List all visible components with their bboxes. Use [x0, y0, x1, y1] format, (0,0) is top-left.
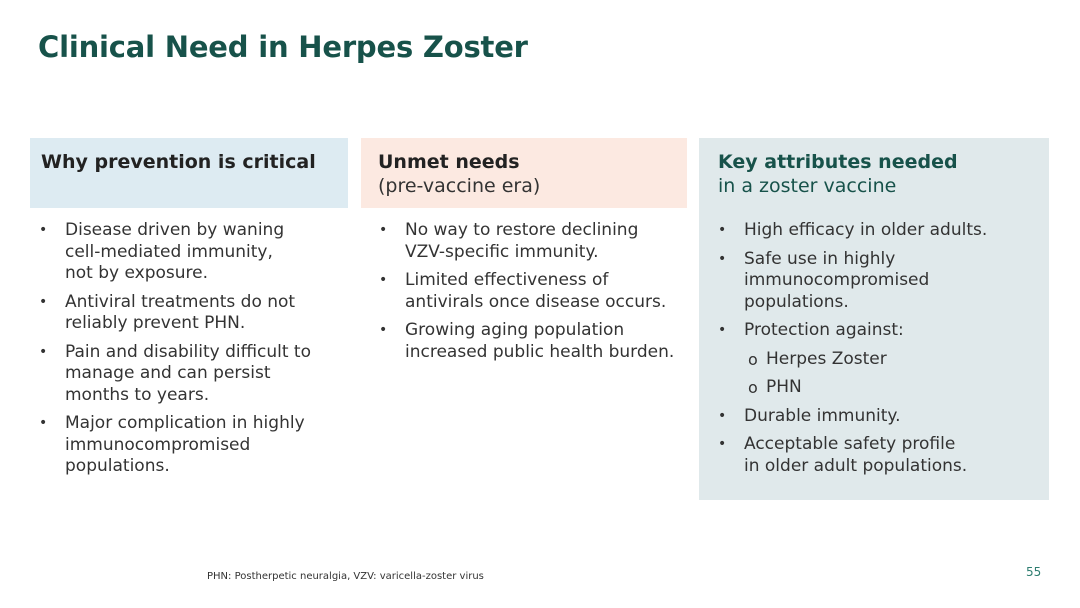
list-item-line: populations. — [65, 456, 170, 476]
list-item-line: reliably prevent PHN. — [65, 313, 246, 333]
list-item-line: • Pain and disability difficult to — [65, 341, 312, 362]
list-item — [39, 342, 344, 407]
page-number: 55 — [1026, 565, 1042, 579]
list-item-line: • Limited effectiveness of — [405, 270, 609, 290]
column-header-key-attributes — [699, 138, 1049, 208]
sub-list-item — [718, 349, 1043, 371]
list-item — [718, 406, 1043, 428]
list-item — [718, 220, 1043, 242]
list-item-line: cell-mediated immunity, — [65, 241, 273, 262]
list-item-line: • High efficacy in older adults. — [744, 220, 988, 240]
list-item-line: VZV-specific immunity. — [405, 241, 599, 262]
list-item — [39, 292, 344, 335]
list-item-line: populations. — [744, 291, 849, 312]
list-item-line: manage and can persist — [65, 363, 271, 383]
column-header-why-prevention — [30, 138, 348, 208]
column-header-subtitle: in a zoster vaccine — [718, 175, 897, 197]
list-item — [379, 320, 689, 363]
list-item-line: • Protection against: — [744, 320, 904, 340]
list-item-line: o Herpes Zoster — [766, 348, 887, 369]
list-item-line: months to years. — [65, 384, 210, 405]
list-item-line: • Acceptable safety profile — [744, 434, 956, 454]
list-item-line: not by exposure. — [65, 263, 209, 283]
sub-list-item — [718, 377, 1043, 399]
list-item — [718, 320, 1043, 342]
why-prevention-list — [39, 220, 344, 485]
list-item-line: • Disease driven by waning — [65, 220, 285, 240]
column-header-title: Key attributes needed — [718, 151, 958, 173]
list-item-line: immunocompromised — [744, 270, 930, 290]
list-item — [379, 270, 689, 313]
list-item-line: increased public health burden. — [405, 341, 675, 362]
list-item-line: • Safe use in highly — [744, 248, 896, 269]
column-header-subtitle: (pre-vaccine era) — [378, 175, 541, 197]
list-item — [39, 413, 344, 478]
column-header-unmet-needs — [361, 138, 687, 208]
column-header-title: Unmet needs — [378, 151, 520, 173]
list-item — [379, 220, 689, 263]
list-item — [718, 434, 1043, 477]
list-item-line: • Major complication in highly — [65, 413, 305, 433]
list-item-line: o PHN — [766, 377, 802, 397]
key-attributes-list — [718, 220, 1043, 484]
list-item-line: antivirals once disease occurs. — [405, 291, 667, 312]
list-item-line: in older adult populations. — [744, 455, 968, 476]
list-item-line: • Durable immunity. — [744, 405, 901, 426]
list-item — [39, 220, 344, 285]
list-item-line: • Antiviral treatments do not — [65, 291, 296, 312]
footnote: PHN: Postherpetic neuralgia, VZV: varicella-zoster virus — [207, 571, 484, 582]
unmet-needs-list — [379, 220, 689, 370]
list-item — [718, 249, 1043, 314]
list-item-line: • Growing aging population — [405, 320, 625, 340]
slide-title: Clinical Need in Herpes Zoster — [38, 30, 528, 64]
list-item-line: • No way to restore declining — [405, 220, 639, 240]
column-header-title: Why prevention is critical — [41, 151, 316, 173]
list-item-line: immunocompromised — [65, 434, 251, 455]
